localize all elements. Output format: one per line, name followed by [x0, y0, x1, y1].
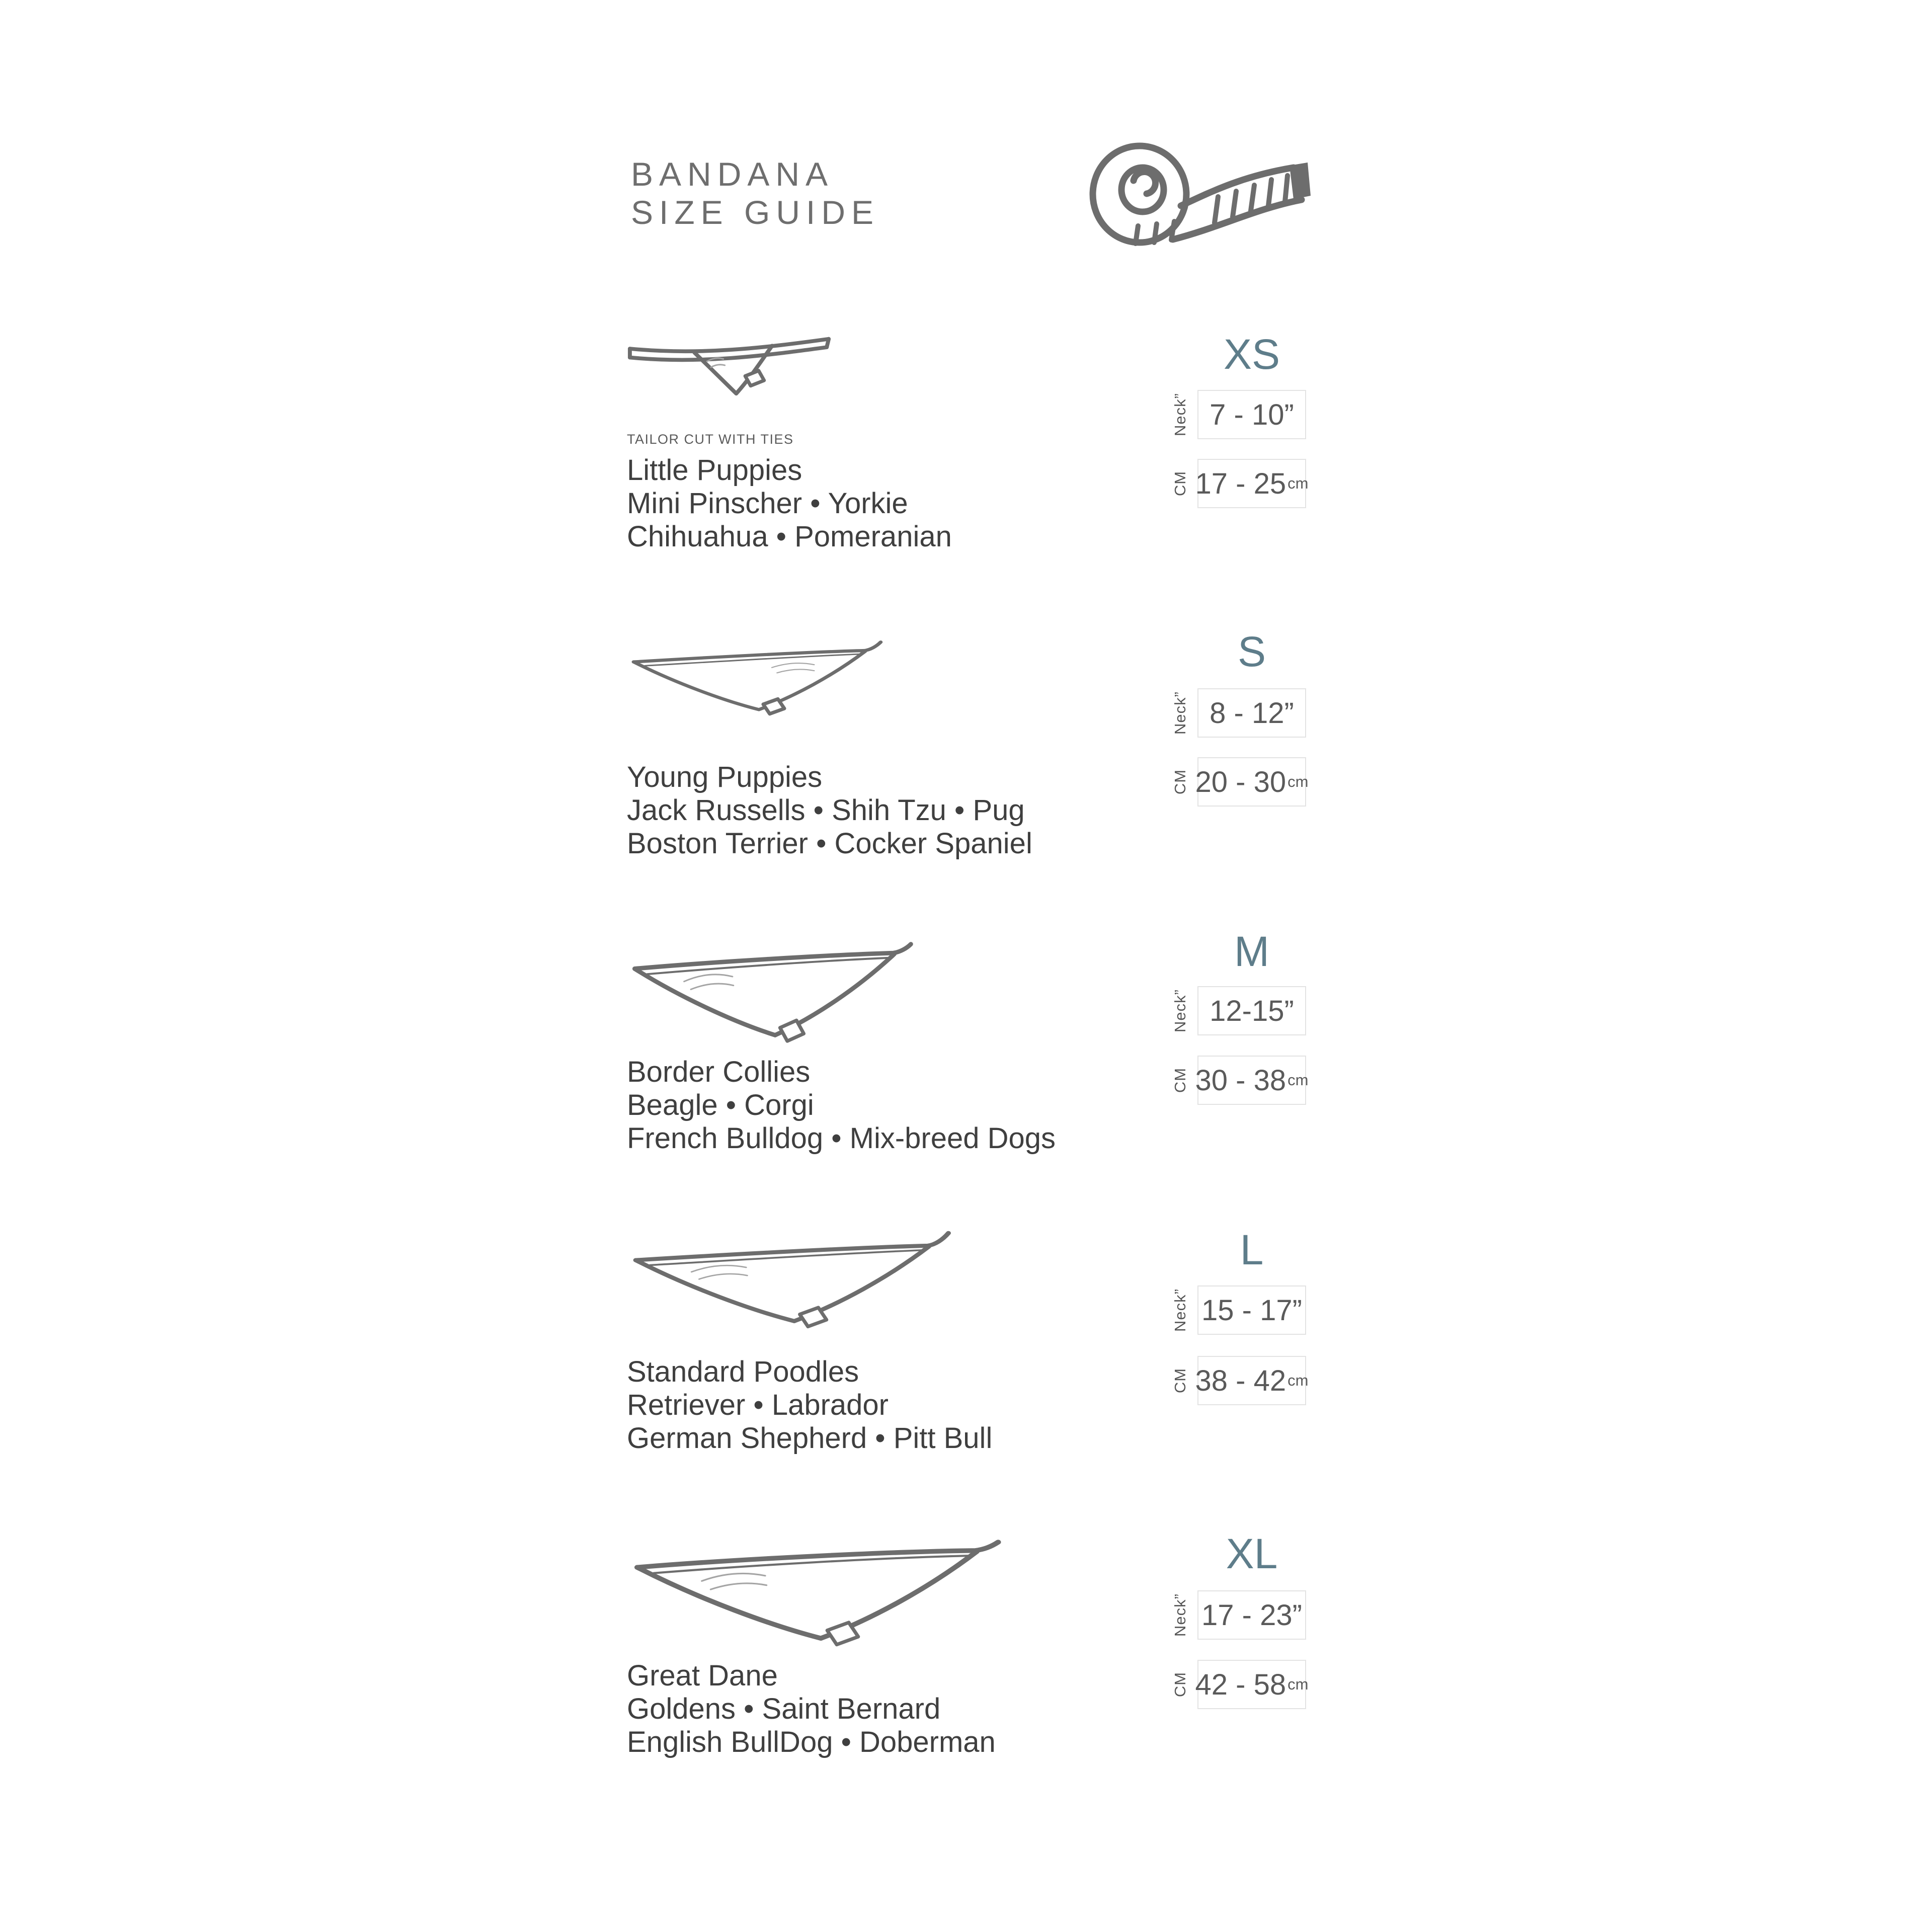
neck-value: 12-15”: [1210, 994, 1294, 1027]
size-label-s: S: [1237, 628, 1266, 675]
breed-line: Goldens • Saint Bernard: [627, 1693, 941, 1725]
size-label-m: M: [1234, 928, 1269, 975]
neck-value: 8 - 12”: [1210, 696, 1294, 730]
cm-value: 17 - 25: [1195, 467, 1286, 500]
page-title-line2: SIZE GUIDE: [631, 194, 880, 231]
neck-value: 17 - 23”: [1201, 1598, 1302, 1632]
bandana-s-illustration: [626, 636, 885, 716]
breed-list-xl: [627, 1659, 996, 1759]
cm-axis-label: CM: [1171, 769, 1189, 795]
breed-line: Young Puppies: [627, 761, 823, 793]
cm-measurement-box-xs: [1171, 459, 1309, 508]
cm-axis-label: CM: [1171, 1671, 1189, 1698]
size-section-m: [624, 928, 1318, 1215]
cm-unit: cm: [1287, 474, 1309, 492]
cm-axis-label: CM: [1171, 1067, 1189, 1093]
page-title-line1: BANDANA: [631, 155, 834, 193]
size-section-s: [624, 628, 1318, 918]
neck-axis-label: Neck”: [1171, 691, 1189, 735]
cm-measurement-box-s: [1171, 757, 1309, 807]
neck-axis-label: Neck”: [1171, 393, 1189, 436]
breed-list-l: [627, 1355, 992, 1455]
neck-measurement-box-xl: [1171, 1590, 1306, 1640]
cm-measurement-box-xl: [1171, 1660, 1309, 1709]
cm-measurement-box-m: [1171, 1056, 1309, 1105]
breed-line: Great Dane: [627, 1659, 778, 1692]
neck-measurement-box-xs: [1171, 390, 1306, 439]
neck-value: 15 - 17”: [1201, 1294, 1302, 1327]
breed-line: Boston Terrier • Cocker Spaniel: [627, 827, 1032, 860]
breed-line: Jack Russells • Shih Tzu • Pug: [627, 794, 1025, 827]
size-label-l: L: [1240, 1226, 1264, 1273]
breed-line: Little Puppies: [627, 454, 802, 487]
breed-line: English BullDog • Doberman: [627, 1726, 996, 1758]
breed-line: Beagle • Corgi: [627, 1089, 814, 1121]
size-section-xl: [624, 1530, 1318, 1811]
breed-list-m: [627, 1056, 1056, 1155]
neck-axis-label: Neck”: [1171, 1289, 1189, 1332]
breed-list-xs: [627, 454, 952, 553]
bandana-xs-tie-illustration: [626, 334, 835, 397]
tape-measure-icon: [1089, 142, 1311, 249]
cut-style-caption: TAILOR CUT WITH TIES: [627, 432, 794, 447]
cm-measurement-box-l: [1171, 1356, 1309, 1405]
bandana-l-illustration: [626, 1228, 954, 1329]
neck-axis-label: Neck”: [1171, 1593, 1189, 1637]
breed-line: Standard Poodles: [627, 1355, 859, 1388]
breed-line: German Shepherd • Pitt Bull: [627, 1422, 993, 1455]
cm-axis-label: CM: [1171, 1367, 1189, 1394]
cm-axis-label: CM: [1171, 470, 1189, 497]
size-section-l: [624, 1228, 1318, 1509]
size-label-xl: XL: [1226, 1530, 1278, 1577]
cm-unit: cm: [1287, 1372, 1309, 1389]
breed-line: Border Collies: [627, 1056, 811, 1088]
neck-value: 7 - 10”: [1210, 398, 1294, 431]
breed-line: Retriever • Labrador: [627, 1389, 889, 1421]
bandana-m-illustration: [626, 933, 917, 1044]
breed-line: Chihuahua • Pomeranian: [627, 520, 952, 553]
cm-value: 30 - 38: [1195, 1064, 1286, 1097]
breed-line: Mini Pinscher • Yorkie: [627, 487, 908, 520]
neck-measurement-box-s: [1171, 688, 1306, 738]
breed-line: French Bulldog • Mix-breed Dogs: [627, 1122, 1056, 1155]
cm-unit: cm: [1287, 1071, 1309, 1089]
cm-unit: cm: [1287, 773, 1309, 790]
bandana-xl-illustration: [626, 1530, 1006, 1648]
page-title: [631, 155, 879, 231]
cm-value: 42 - 58: [1195, 1668, 1286, 1701]
breed-list-s: [627, 761, 1032, 860]
neck-measurement-box-l: [1171, 1285, 1306, 1335]
neck-measurement-box-m: [1171, 986, 1306, 1035]
cm-value: 20 - 30: [1195, 765, 1286, 798]
cm-unit: cm: [1287, 1675, 1309, 1693]
neck-axis-label: Neck”: [1171, 989, 1189, 1032]
size-section-xs: [624, 331, 1318, 616]
size-label-xs: XS: [1223, 331, 1280, 378]
cm-value: 38 - 42: [1195, 1364, 1286, 1397]
